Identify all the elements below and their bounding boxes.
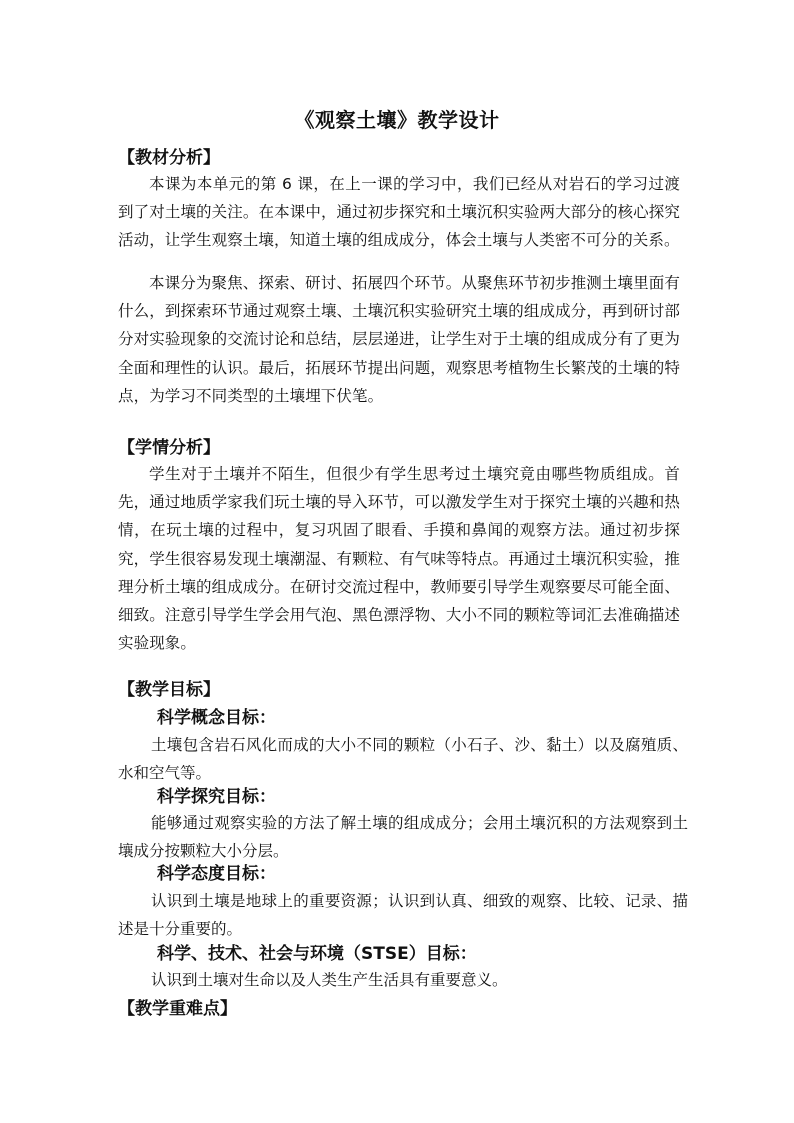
objective-text-inquiry: 能够通过观察实验的方法了解土壤的组成成分；会用土壤沉积的方法观察到土壤成分按颗粒大小分层。 — [118, 814, 688, 860]
paragraph-student-analysis: 学生对于土壤并不陌生，但很少有学生思考过土壤究竟由哪些物质组成。首先，通过地质学家我们玩土壤的导入环节，可以激发学生对于探究土壤的兴趣和热情，在玩土壤的过程中，复习巩固了眼看、手摸和鼻闻的观察方法。通过初步探究，学生很容易发现土壤潮湿、有颗粒、有气味等特点。再通过土壤沉积实验，推理分析土壤的组成成分。在研讨交流过程中，教师要引导学生观察要尽可能全面、细致。注意引导学生学会用气泡、黑色漂浮物、大小不同的颗粒等词汇去准确描述实验现象。 — [118, 465, 680, 653]
section-heading-key-points: 【教学重难点】 — [118, 999, 237, 1019]
section-heading-student-analysis: 【学情分析】 — [118, 438, 220, 458]
document-title: 《观察土壤》教学设计 — [294, 108, 500, 132]
paragraph-textbook-analysis-2: 本课分为聚焦、探索、研讨、拓展四个环节。从聚焦环节初步推测土壤里面有什么，到探索环节通过观察土壤、土壤沉积实验研究土壤的组成成分，再到研讨部分对实验现象的交流讨论和总结，层层递进，让学生对于土壤的组成成分有了更为全面和理性的认识。最后，拓展环节提出问题，观察思考植物生长繁茂的土壤的特点，为学习不同类型的土壤埋下伏笔。 — [118, 274, 680, 405]
objective-text-concept: 土壤包含岩石风化而成的大小不同的颗粒（小石子、沙、黏土）以及腐殖质、水和空气等。 — [118, 736, 688, 782]
objective-heading-inquiry: 科学探究目标： — [157, 787, 276, 807]
objective-heading-concept: 科学概念目标： — [157, 708, 276, 728]
section-heading-textbook-analysis: 【教材分析】 — [118, 148, 220, 168]
section-heading-objectives: 【教学目标】 — [118, 680, 220, 700]
paragraph-textbook-analysis-1: 本课为本单元的第 6 课，在上一课的学习中，我们已经从对岩石的学习过渡到了对土壤的关注。在本课中，通过初步探究和土壤沉积实验两大部分的核心探究活动，让学生观察土壤，知道土壤的组成成分，体会土壤与人类密不可分的关系。 — [118, 175, 680, 250]
objective-text-stse: 认识到土壤对生命以及人类生产生活具有重要意义。 — [151, 971, 508, 989]
objective-heading-attitude: 科学态度目标： — [157, 864, 276, 884]
objective-heading-stse: 科学、技术、社会与环境（STSE）目标： — [157, 944, 477, 964]
objective-text-attitude: 认识到土壤是地球上的重要资源；认识到认真、细致的观察、比较、记录、描述是十分重要的。 — [118, 892, 688, 938]
